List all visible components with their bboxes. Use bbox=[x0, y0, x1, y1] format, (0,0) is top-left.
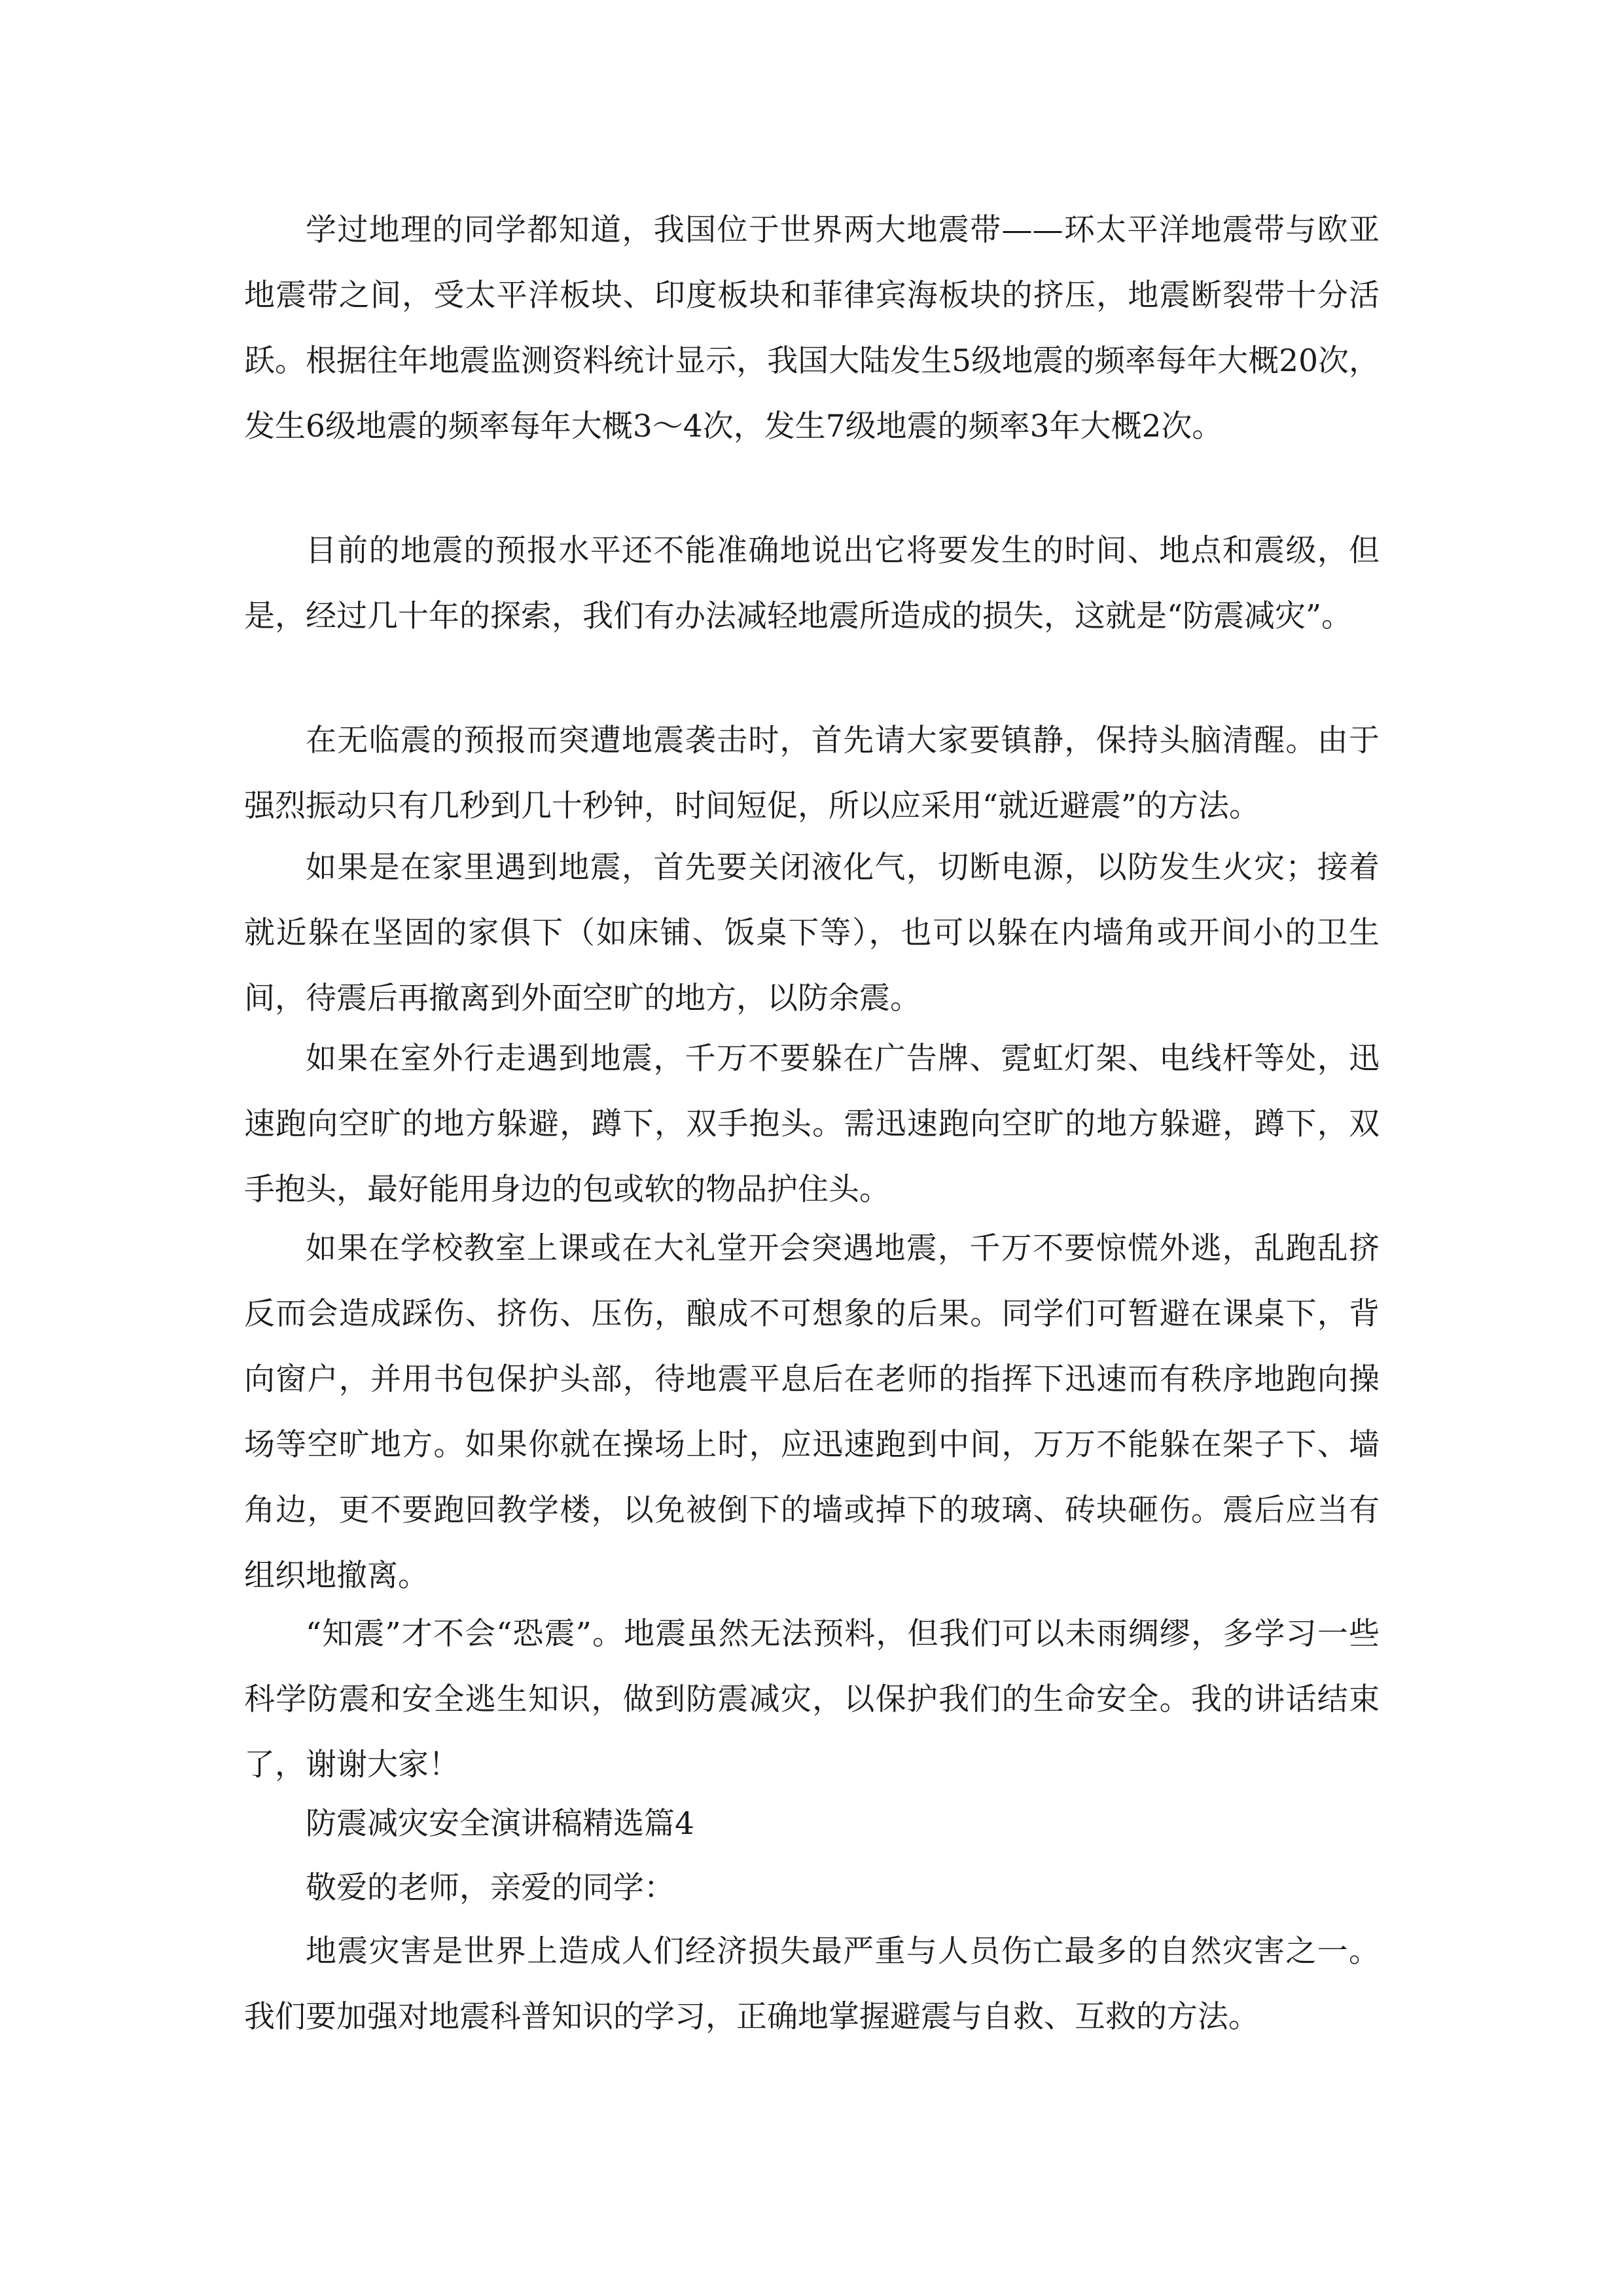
paragraph-at-home: 如果是在家里遇到地震，首先要关闭液化气，切断电源，以防发生火灾；接着就近躲在坚固的家俱下（如床铺、饭桌下等），也可以躲在内墙角或开间小的卫生间，待震后再撤离到外面空旷的地方，以防余震。 bbox=[244, 850, 1380, 1016]
document-page bbox=[244, 0, 1380, 2296]
section-heading: 防震减灾安全演讲稿精选篇4 bbox=[306, 1806, 694, 1842]
paragraph-earthquake-belts: 学过地理的同学都知道，我国位于世界两大地震带——环太平洋地震带与欧亚地震带之间，受太平洋板块、印度板块和菲律宾海板块的挤压，地震断裂带十分活跃。根据往年地震监测资料统计显示，我国大陆发生5级地震的频率每年大概20次，发生6级地震的频率每年大概3～4次，发生7级地震的频率3年大概2次。 bbox=[244, 212, 1380, 444]
paragraph-forecast-level: 目前的地震的预报水平还不能准确地说出它将要发生的时间、地点和震级，但是，经过几十年的探索，我们有办法减轻地震所造成的损失，这就是“防震减灾”。 bbox=[244, 533, 1380, 634]
salutation: 敬爱的老师，亲爱的同学： bbox=[306, 1870, 675, 1906]
paragraph-conclusion: “知震”才不会“恐震”。地震虽然无法预料，但我们可以未雨绸缪，多学习一些科学防震和安全逃生知识，做到防震减灾，以保护我们的生命安全。我的讲话结束了，谢谢大家！ bbox=[244, 1616, 1380, 1783]
paragraph-stay-calm: 在无临震的预报而突遭地震袭击时，首先请大家要镇静，保持头脑清醒。由于强烈振动只有几秒到几十秒钟，时间短促，所以应采用“就近避震”的方法。 bbox=[244, 723, 1380, 824]
paragraph-disaster-intro: 地震灾害是世界上造成人们经济损失最严重与人员伤亡最多的自然灾害之一。我们要加强对地震科普知识的学习，正确地掌握避震与自救、互救的方法。 bbox=[244, 1933, 1380, 2035]
paragraph-at-school: 如果在学校教室上课或在大礼堂开会突遇地震，千万不要惊慌外逃，乱跑乱挤反而会造成踩伤、挤伤、压伤，酿成不可想象的后果。同学们可暂避在课桌下，背向窗户，并用书包保护头部，待地震平息后在老师的指挥下迅速而有秩序地跑向操场等空旷地方。如果你就在操场上时，应迅速跑到中间，万万不能躲在架子下、墙角边，更不要跑回教学楼，以免被倒下的墙或掉下的玻璃、砖块砸伤。震后应当有组织地撤离。 bbox=[244, 1230, 1380, 1594]
paragraph-outdoors: 如果在室外行走遇到地震，千万不要躲在广告牌、霓虹灯架、电线杆等处，迅速跑向空旷的地方躲避，蹲下，双手抱头。需迅速跑向空旷的地方躲避，蹲下，双手抱头，最好能用身边的包或软的物品护住头。 bbox=[244, 1041, 1380, 1208]
